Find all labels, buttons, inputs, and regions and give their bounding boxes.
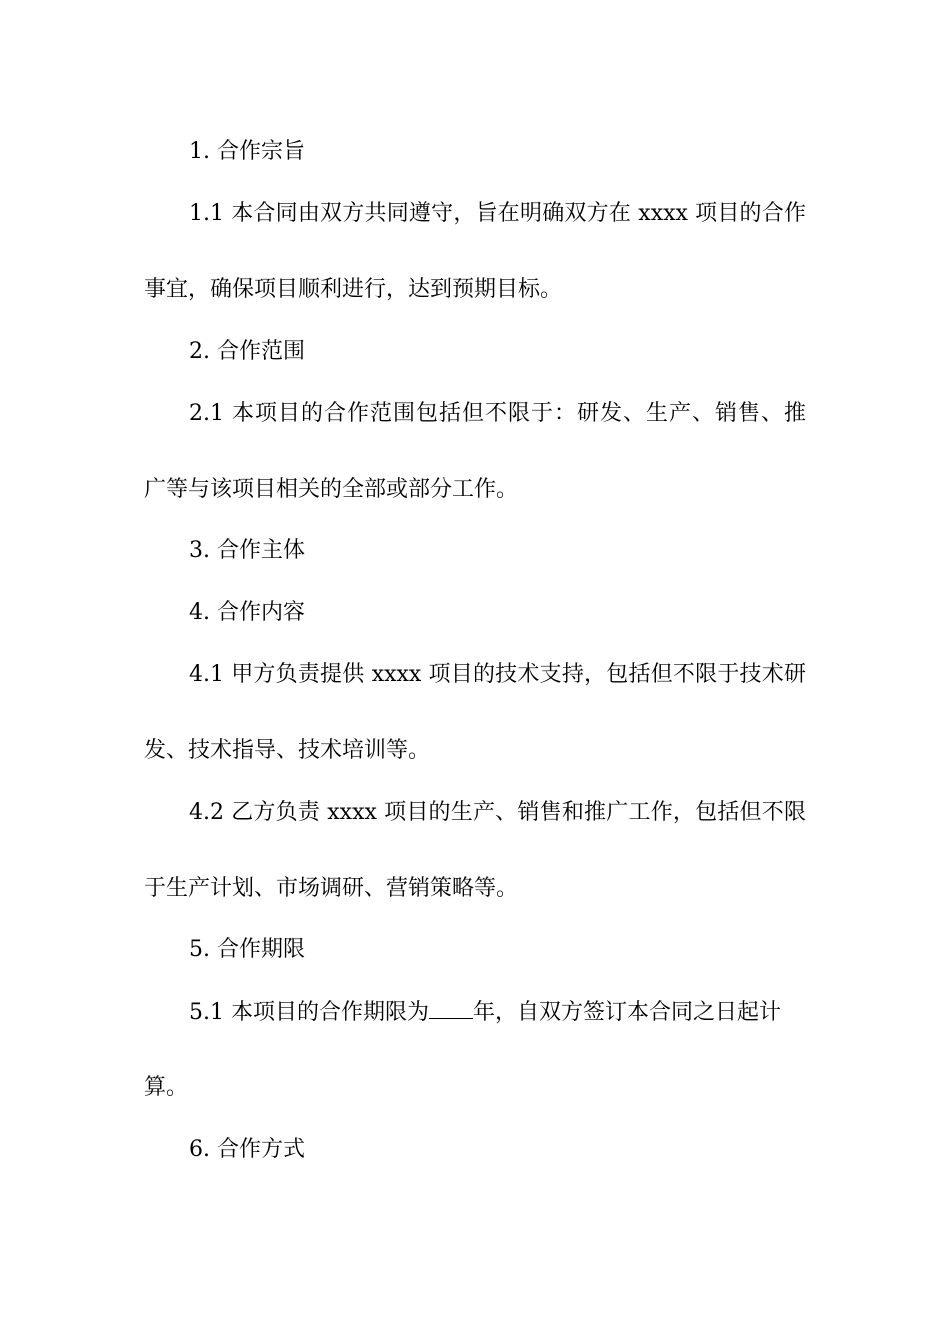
clause-4-1-line-1: 4.1 甲方负责提供 xxxx 项目的技术支持，包括但不限于技术研 (189, 662, 806, 687)
section-heading-5: 5. 合作期限 (189, 937, 305, 962)
clause-2-1-line-1: 2.1 本项目的合作范围包括但不限于：研发、生产、销售、推 (189, 401, 806, 426)
clause-1-1-line-1: 1.1 本合同由双方共同遵守，旨在明确双方在 xxxx 项目的合作 (189, 201, 806, 226)
clause-5-1-line-2: 算。 (144, 1075, 189, 1100)
section-heading-6: 6. 合作方式 (189, 1137, 305, 1162)
section-heading-3: 3. 合作主体 (189, 538, 305, 563)
clause-2-1-line-2: 广等与该项目相关的全部或部分工作。 (144, 477, 519, 502)
section-heading-2: 2. 合作范围 (189, 339, 305, 364)
clause-4-2-line-2: 于生产计划、市场调研、营销策略等。 (144, 876, 519, 901)
clause-4-2-line-1: 4.2 乙方负责 xxxx 项目的生产、销售和推广工作，包括但不限 (189, 800, 806, 825)
clause-1-1-line-2: 事宜，确保项目顺利进行，达到预期目标。 (144, 277, 563, 302)
clause-4-1-line-2: 发、技术指导、技术培训等。 (144, 738, 431, 763)
clause-5-1-line-1 (0, 992, 950, 1032)
term-years-blank (429, 992, 473, 1019)
section-heading-1: 1. 合作宗旨 (189, 139, 305, 164)
clause-5-1-prefix: 5.1 本项目的合作期限为 (189, 1000, 429, 1025)
section-heading-4: 4. 合作内容 (189, 600, 305, 625)
clause-5-1-suffix: 年，自双方签订本合同之日起计 (472, 1000, 781, 1025)
